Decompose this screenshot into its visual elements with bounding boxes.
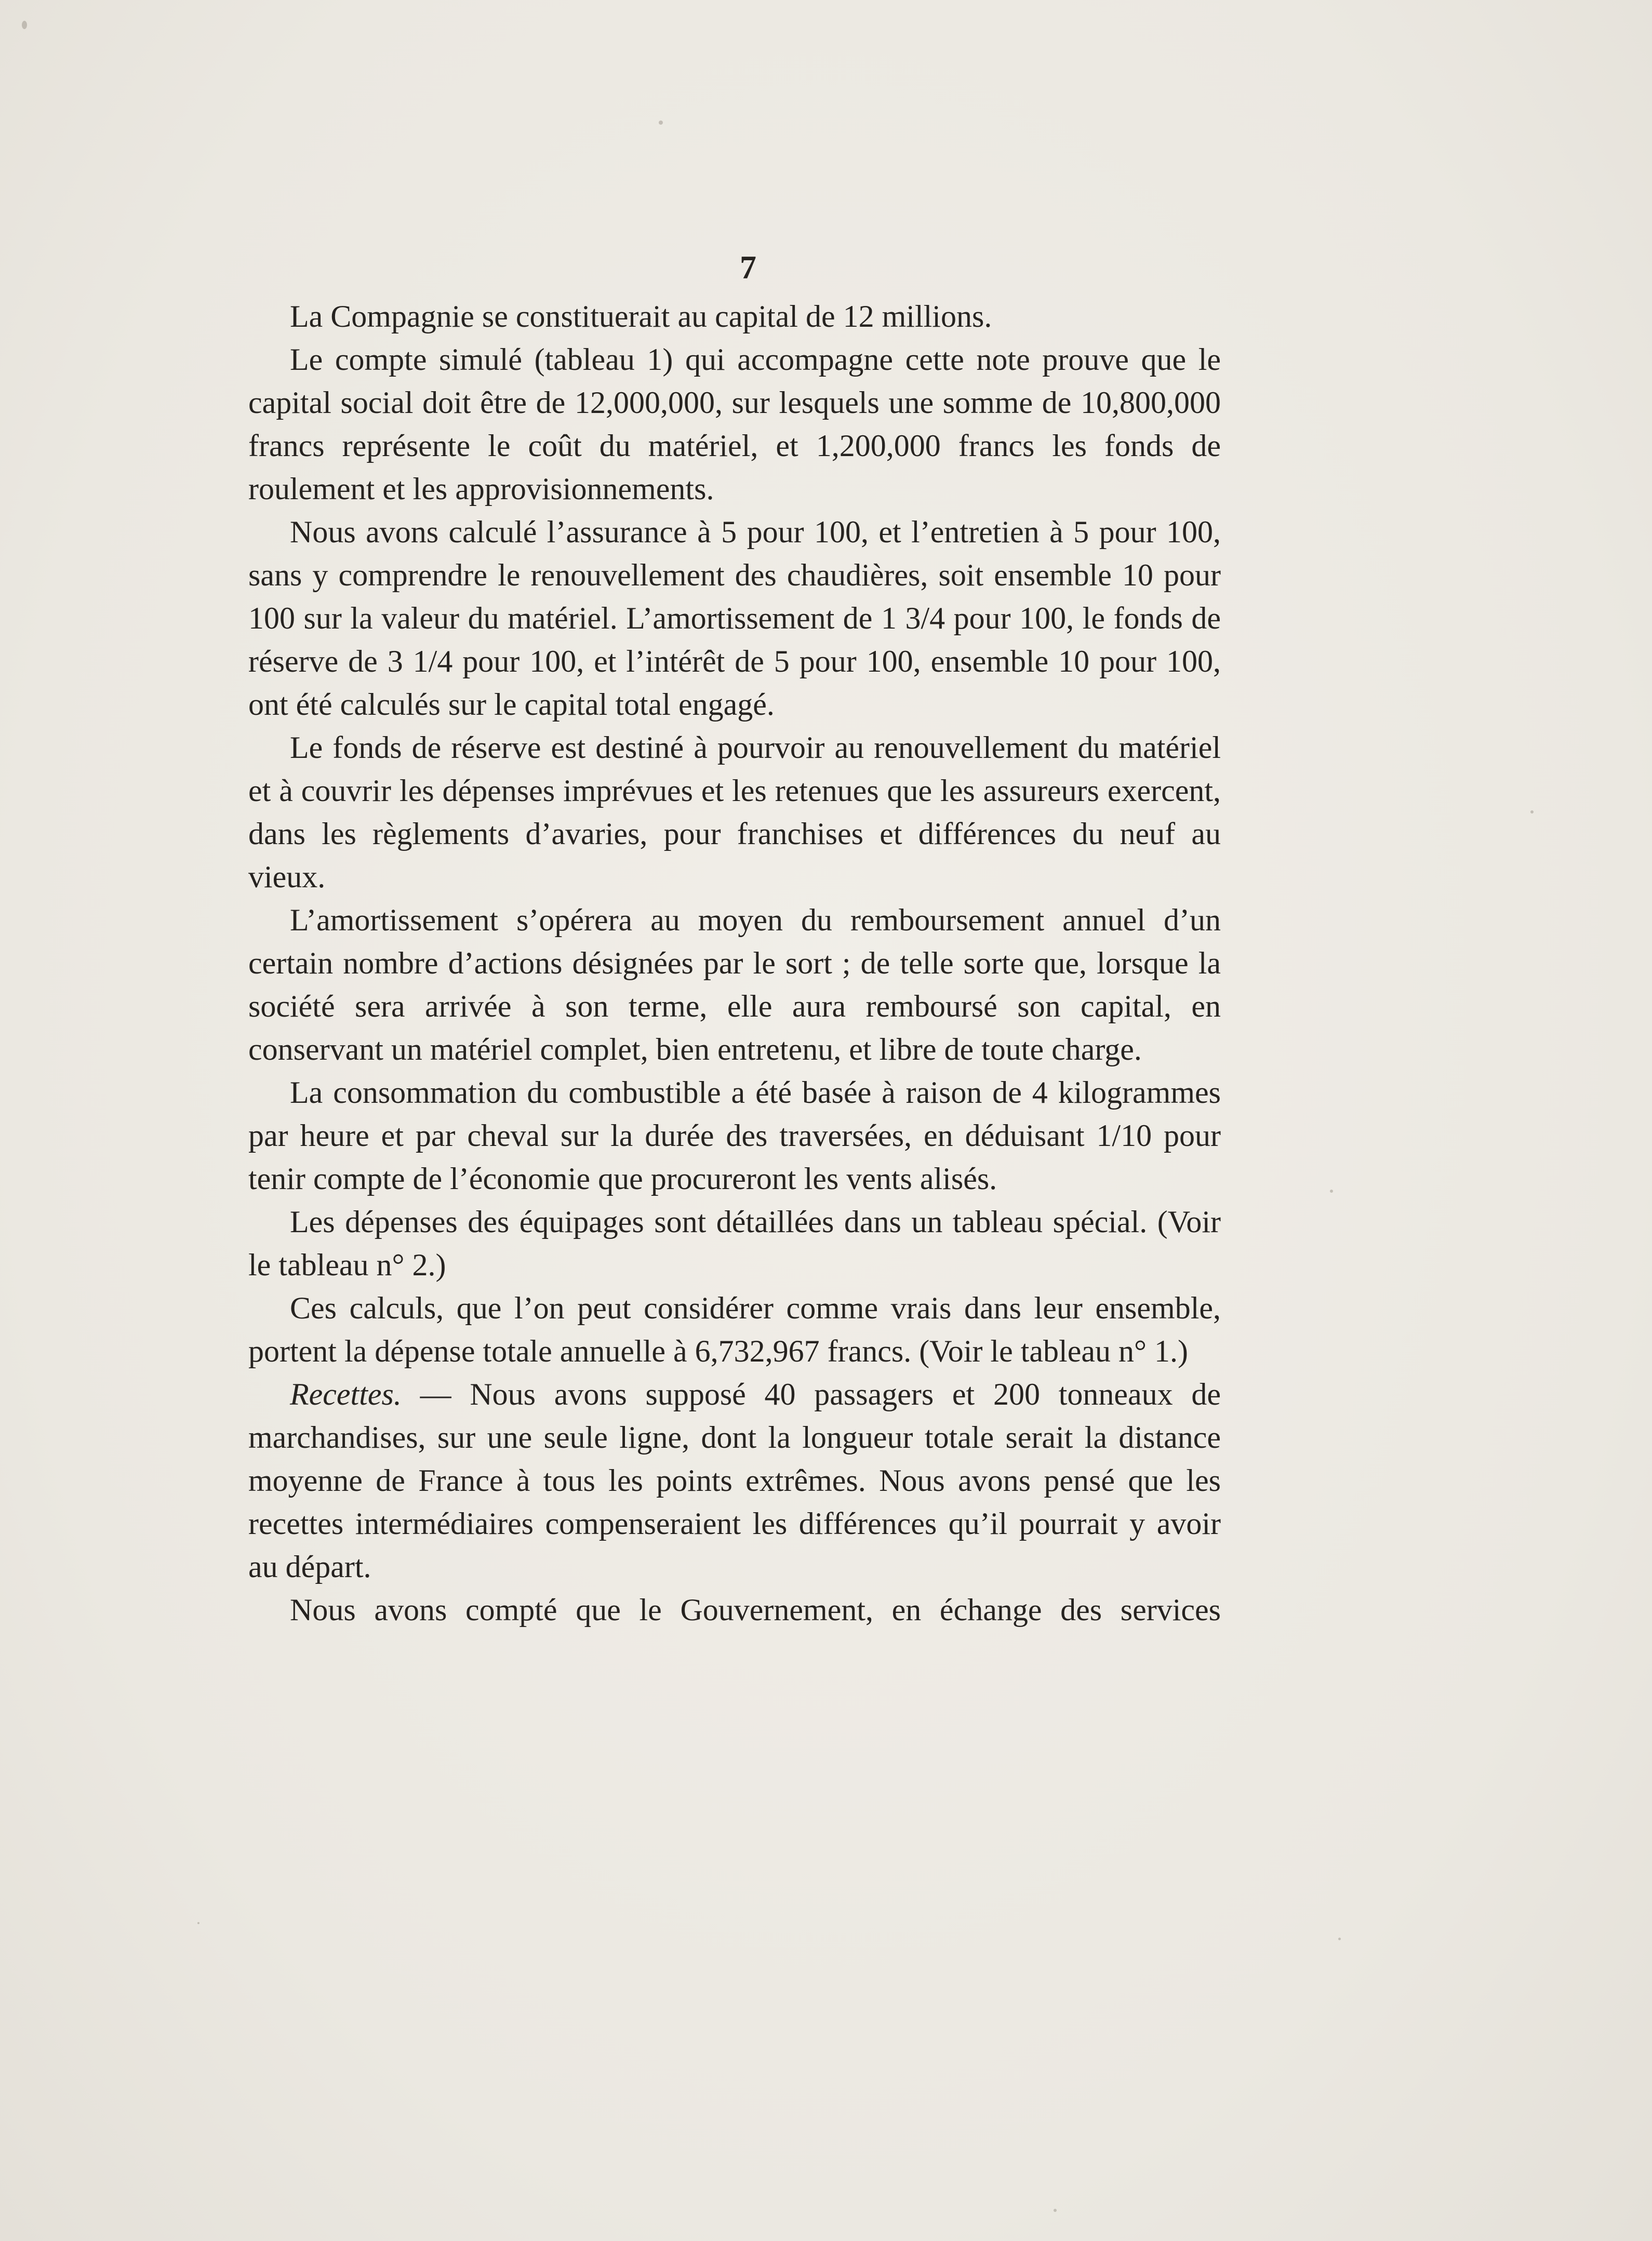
paragraph-amortissement: L’amortissement s’opérera au moyen du remboursement annuel d’un certain nombre d’actions désignées par le sort ; de telle sorte que, lorsque la société sera arrivée à son terme, elle aura remboursé son capital, en conservant un matériel complet, bien entretenu, et libre de toute charge. bbox=[248, 903, 1221, 1066]
paragraph-combustible: La consommation du combustible a été basée à raison de 4 kilogrammes par heure et par cheval sur la durée des traversées, en déduisant 1/10 pour tenir compte de l’économie que procureront les vents alisés. bbox=[248, 1075, 1221, 1196]
paragraph-equipages: Les dépenses des équipages sont détaillées dans un tableau spécial. (Voir le tableau n° 2.) bbox=[248, 1205, 1221, 1282]
recettes-label: Recettes. bbox=[290, 1377, 402, 1411]
paragraph-compte-simule: Le compte simulé (tableau 1) qui accompagne cette note prouve que le capital social doit être de 12,000,000, sur lesquels une somme de 10,800,000 francs représente le coût du matériel, et 1,200,000 francs les fonds de roulement et les approvisionnements. bbox=[248, 342, 1221, 506]
paragraph-capital: La Compagnie se constituerait au capital de 12 millions. bbox=[290, 299, 992, 334]
paragraph-gouvernement: Nous avons compté que le Gouvernement, en échange des services bbox=[290, 1593, 1221, 1627]
paragraph-recettes bbox=[248, 1373, 1221, 1589]
paragraph-fonds-reserve: Le fonds de réserve est destiné à pourvoir au renouvellement du matériel et à couvrir les dépenses imprévues et les retenues que les assureurs exercent, dans les règlements d’avaries, pour franchises et différences du neuf au vieux. bbox=[248, 730, 1221, 894]
recettes-text: — Nous avons supposé 40 passagers et 200 tonneaux de marchandises, sur une seule ligne, dont la longueur totale serait la distance moyenne de France à tous les points extrêmes. Nous avons pensé que les recettes intermédiaires compenseraient les différences qu’il pourrait y avoir au départ. bbox=[248, 1377, 1221, 1584]
page-number: 7 bbox=[740, 249, 756, 286]
body-text bbox=[248, 295, 1221, 1632]
paragraph-assurance: Nous avons calculé l’assurance à 5 pour 100, et l’entretien à 5 pour 100, sans y comprendre le renouvellement des chaudières, soit ensemble 10 pour 100 sur la valeur du matériel. L’amortissement de 1 3/4 pour 100, le fonds de réserve de 3 1/4 pour 100, et l’intérêt de 5 pour 100, ensemble 10 pour 100, ont été calculés sur le capital total engagé. bbox=[248, 515, 1221, 722]
paragraph-calculs: Ces calculs, que l’on peut considérer comme vrais dans leur ensemble, portent la dépense totale annuelle à 6,732,967 francs. (Voir le tableau n° 1.) bbox=[248, 1291, 1221, 1368]
